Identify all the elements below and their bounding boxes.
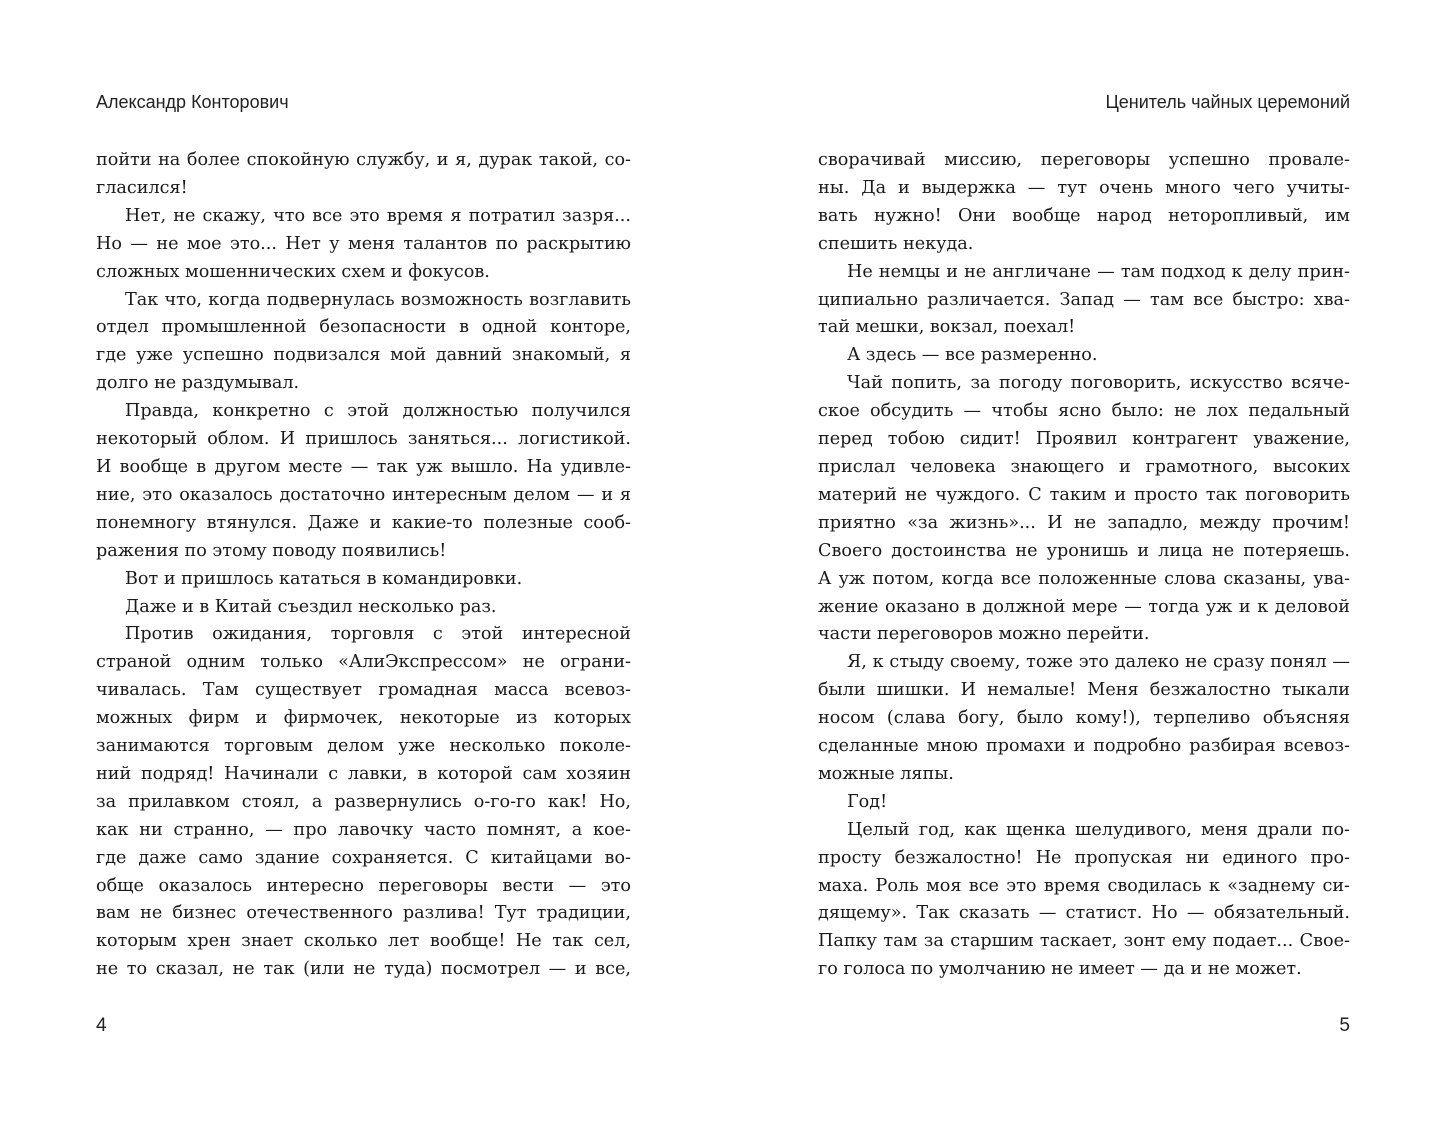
- left-page: [96, 0, 631, 1129]
- text-line: не то сказал, не так (или не туда) посмотрел — и все,: [96, 959, 631, 980]
- text-line: сделанные мною промахи и подробно разбирая всевоз-: [818, 736, 1350, 757]
- text-line: ний подряд! Начинали с лавки, в которой сам хозяин: [96, 763, 631, 784]
- text-line: Вот и пришлось кататься в командировки.: [125, 568, 523, 589]
- text-line: И вообще в другом месте — так уж вышло. На удивле-: [96, 456, 631, 477]
- text-line: занимаются торговым делом уже несколько поколе-: [96, 736, 631, 757]
- text-line: дящему». Так сказать — статист. Но — обязательный.: [818, 903, 1350, 924]
- text-line: Правда, конкретно с этой должностью получился: [125, 401, 631, 422]
- text-line: Целый год, как щенка шелудивого, меня драли по-: [847, 819, 1350, 840]
- text-line: можные ляпы.: [818, 763, 954, 784]
- text-line: понемногу втянулся. Даже и какие-то полезные сооб-: [96, 512, 631, 533]
- text-line: спешить некуда.: [818, 233, 974, 254]
- text-line: А здесь — все размеренно.: [847, 345, 1098, 366]
- text-line: ципиально различается. Запад — там все быстро: хва-: [818, 289, 1350, 310]
- text-line: сложных мошеннических схем и фокусов.: [96, 261, 490, 282]
- text-line: которым хрен знает сколько лет вообще! Не так сел,: [96, 931, 631, 952]
- text-line: за прилавком стоял, а развернулись о-го-го как! Но,: [96, 791, 631, 812]
- text-line: жение оказано в должной мере — тогда уж и к деловой: [818, 596, 1350, 617]
- text-line: гласился!: [96, 177, 188, 198]
- text-line: некоторый облом. И пришлось заняться... логистикой.: [96, 429, 631, 450]
- text-line: Я, к стыду своему, тоже это далеко не сразу понял —: [847, 652, 1350, 673]
- text-line: Даже и в Китай съездил несколько раз.: [125, 596, 497, 617]
- text-line: просту безжалостно! Не пропуская ни единого про-: [818, 847, 1350, 868]
- text-line: материй не чуждого. С таким и просто так поговорить: [818, 484, 1350, 505]
- page-number-right: 5: [1339, 1015, 1350, 1036]
- text-line: тай мешки, вокзал, поехал!: [818, 317, 1076, 338]
- text-line: ние, это оказалось достаточно интересным делом — и я: [96, 484, 631, 505]
- text-line: как ни странно, — про лавочку часто помнят, а кое-: [96, 819, 631, 840]
- text-line: Нет, не скажу, что все это время я потратил зазря...: [125, 205, 631, 226]
- running-head-title: Ценитель чайных церемоний: [1105, 92, 1350, 112]
- text-line: приятно «за жизнь»... И не западло, между прочим!: [818, 512, 1350, 533]
- text-line: сворачивай миссию, переговоры успешно провале-: [818, 150, 1350, 170]
- text-line: маха. Роль моя все это время сводилась к «заднему си-: [818, 875, 1350, 896]
- text-line: го голоса по умолчанию не имеет — да и не может.: [818, 959, 1302, 980]
- text-line: страной одним только «АлиЭкспрессом» не ограни-: [96, 652, 631, 673]
- text-line: где уже успешно подвизался мой давний знакомый, я: [96, 345, 631, 366]
- text-line: перед тобою сидит! Проявил контрагент уважение,: [818, 429, 1350, 450]
- text-line: Но — не мое это... Нет у меня талантов по раскрытию: [96, 233, 631, 254]
- right-page: [818, 0, 1350, 1129]
- text-line: части переговоров можно перейти.: [818, 624, 1150, 645]
- text-line: вать нужно! Они вообще народ неторопливый, им: [818, 205, 1350, 226]
- right-page-body: [818, 147, 1350, 984]
- text-line: чивалась. Там существует громадная масса всевоз-: [96, 680, 631, 701]
- page-number-left: 4: [96, 1015, 107, 1036]
- text-line: где даже само здание сохраняется. С китайцами во-: [96, 847, 631, 868]
- text-line: пойти на более спокойную службу, и я, дурак такой, со-: [96, 150, 631, 170]
- left-page-body: [96, 147, 631, 984]
- text-line: Чай попить, за погоду поговорить, искусство всяче-: [847, 373, 1350, 394]
- text-line: Против ожидания, торговля с этой интересной: [125, 624, 631, 645]
- text-line: можных фирм и фирмочек, некоторые из которых: [96, 708, 631, 729]
- text-line: Год!: [847, 791, 888, 812]
- text-line: ское обсудить — чтобы ясно было: не лох педальный: [818, 401, 1350, 422]
- text-line: вам не бизнес отечественного разлива! Тут традиции,: [96, 903, 631, 924]
- text-line: обще оказалось интересно переговоры вести — это: [96, 875, 631, 896]
- text-line: ны. Да и выдержка — тут очень много чего учиты-: [818, 177, 1350, 198]
- running-head-author: Александр Конторович: [96, 92, 289, 112]
- text-line: Не немцы и не англичане — там подход к делу прин-: [847, 261, 1350, 282]
- text-line: А уж потом, когда все положенные слова сказаны, ува-: [818, 568, 1350, 589]
- text-line: носом (слава богу, было кому!), терпеливо объясняя: [818, 708, 1350, 729]
- text-line: были шишки. И немалые! Меня безжалостно тыкали: [818, 680, 1350, 701]
- text-line: прислал человека знающего и грамотного, высоких: [818, 456, 1350, 477]
- text-line: ражения по этому поводу появились!: [96, 540, 447, 561]
- text-line: Своего достоинства не уронишь и лица не потеряешь.: [818, 540, 1350, 561]
- text-line: Папку там за старшим таскает, зонт ему подает... Свое-: [818, 931, 1350, 952]
- text-line: отдел промышленной безопасности в одной конторе,: [96, 317, 631, 338]
- text-line: Так что, когда подвернулась возможность возглавить: [125, 289, 631, 310]
- text-line: долго не раздумывал.: [96, 373, 300, 394]
